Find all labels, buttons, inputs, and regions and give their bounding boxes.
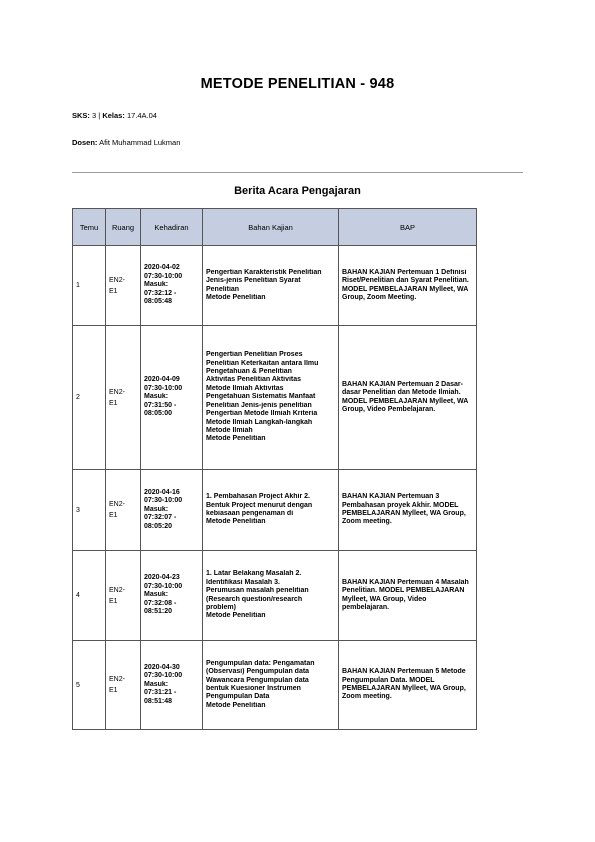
table-row — [73, 246, 477, 326]
kehadiran-line: 08:05:48 — [144, 298, 173, 306]
bahan-kajian-line: (Research question/research — [206, 595, 303, 603]
bahan-kajian-line: 1. Pembahasan Project Akhir 2. — [206, 493, 311, 501]
kehadiran-line: 2020-04-16 — [144, 488, 180, 496]
kehadiran-line: 07:32:08 - — [144, 599, 177, 607]
bahan-kajian-line: Metode Penelitian — [206, 518, 266, 526]
bahan-kajian-line: bentuk Kuesioner Instrumen — [206, 685, 301, 692]
ruang-line: E1 — [109, 687, 118, 694]
ruang-cell — [106, 551, 141, 641]
kehadiran-line: 07:32:12 - — [144, 289, 177, 297]
bap-text: BAHAN KAJIAN Pertemuan 4 Masalah Penelitian. MODEL PEMBELAJARAN Mylleet, WA Group, Video pembelajaran. — [342, 578, 469, 611]
column-header-temu: Temu — [73, 209, 106, 246]
bahan-kajian-line: problem) — [206, 603, 236, 611]
bahan-kajian-line: Pengumpulan Data — [206, 693, 270, 701]
bahan-kajian-line: Metode Ilmiah Aktivitas — [206, 384, 284, 392]
temu-text: 5 — [76, 681, 80, 689]
bahan-kajian-line: Metode Penelitian — [206, 435, 266, 443]
temu-text: 2 — [76, 394, 80, 401]
bahan-kajian-line: Pengetahuan Sistematis Manfaat — [206, 393, 316, 401]
bahan-kajian-cell — [203, 551, 339, 641]
kehadiran-cell — [141, 470, 203, 551]
sks-value: 3 — [92, 111, 97, 120]
kehadiran-line: 07:31:50 - — [144, 401, 177, 409]
table-row — [73, 326, 477, 470]
bahan-kajian-line: Metode Penelitian — [206, 612, 266, 620]
page-title: METODE PENELITIAN - 948 — [200, 76, 395, 92]
course-info — [72, 111, 157, 120]
bap-text: BAHAN KAJIAN Pertemuan 1 Definisi Riset/Penelitian dan Syarat Penelitian. MODEL PEMBELAJARAN Mylleet, WA Group, Zoom Meeting. — [342, 268, 469, 301]
temu-text: 3 — [76, 506, 80, 514]
ruang-line: EN2- — [109, 676, 125, 683]
section-title: Berita Acara Pengajaran — [234, 185, 361, 197]
bap-cell — [339, 246, 477, 326]
bap-table — [72, 208, 477, 730]
bahan-kajian-line: Pengumpulan data: Pengamatan — [206, 659, 315, 667]
bap-text: BAHAN KAJIAN Pertemuan 2 Dasar-dasar Penelitian dan Metode Ilmiah. MODEL PEMBELAJARAN Mylleet, WA Group, Video Pembelajaran. — [342, 380, 469, 413]
bahan-kajian-line: Aktivitas Penelitian Aktivitas — [206, 376, 302, 384]
kehadiran-line: 2020-04-09 — [144, 376, 180, 384]
temu-text: 1 — [76, 282, 80, 289]
kehadiran-line: 07:30-10:00 — [144, 272, 183, 280]
bahan-kajian-line: Metode Penelitian — [206, 293, 266, 301]
table-row — [73, 551, 477, 641]
kehadiran-cell — [141, 551, 203, 641]
table-header-row — [73, 209, 477, 246]
kehadiran-line: 08:05:20 — [144, 522, 173, 530]
bahan-kajian-line: Perumusan masalah penelitian — [206, 587, 309, 595]
kehadiran-cell — [141, 641, 203, 730]
bap-cell — [339, 326, 477, 470]
bahan-kajian-cell — [203, 641, 339, 730]
ruang-line: EN2- — [109, 501, 125, 508]
bahan-kajian-line: Pengertian Metode Ilmiah Kriteria — [206, 410, 318, 418]
bahan-kajian-line: Penelitian Jenis-jenis penelitian — [206, 401, 312, 409]
bahan-kajian-line: Wawancara Pengumpulan data — [206, 676, 309, 684]
bahan-kajian-line: Penelitian — [206, 285, 240, 293]
ruang-line: EN2- — [109, 276, 125, 284]
bahan-kajian-line: Pengertian Penelitian Proses — [206, 351, 303, 359]
kehadiran-line: Masuk: — [144, 505, 169, 513]
temu-text: 4 — [76, 592, 80, 599]
kehadiran-line: 2020-04-02 — [144, 264, 180, 272]
bahan-kajian-line: Bentuk Project menurut dengan — [206, 501, 313, 509]
bap-cell — [339, 470, 477, 551]
column-header-bap: BAP — [339, 209, 477, 246]
temu-cell — [73, 641, 106, 730]
bap-text: BAHAN KAJIAN Pertemuan 3 Pembahasan proyek Akhir. MODEL PEMBELAJARAN Mylleet, WA Group, Zoom meeting. — [342, 493, 466, 526]
bahan-kajian-line: Penelitian Keterkaitan antara Ilmu — [206, 359, 319, 367]
kehadiran-line: 07:30-10:00 — [144, 384, 183, 392]
kehadiran-line: 07:32:07 - — [144, 514, 177, 522]
column-header-ruang: Ruang — [106, 209, 141, 246]
bahan-kajian-line: 1. Latar Belakang Masalah 2. — [206, 570, 302, 578]
kehadiran-line: Masuk: — [144, 591, 169, 599]
temu-cell — [73, 246, 106, 326]
bahan-kajian-cell — [203, 246, 339, 326]
bahan-kajian-line: Jenis-jenis Penelitian Syarat — [206, 277, 301, 285]
kehadiran-line: 07:31:21 - — [144, 689, 177, 697]
dosen-value: Afit Muhammad Lukman — [99, 138, 181, 147]
ruang-line: E1 — [109, 399, 118, 407]
kehadiran-line: 2020-04-30 — [144, 663, 180, 671]
column-header-kehadiran: Kehadiran — [141, 209, 203, 246]
column-header-bahan-kajian: Bahan Kajian — [203, 209, 339, 246]
bap-cell — [339, 641, 477, 730]
kehadiran-line: 08:05:00 — [144, 410, 173, 418]
bahan-kajian-line: Pengetahuan & Penelitian — [206, 368, 292, 376]
bahan-kajian-line: (Observasi) Pengumpulan data — [206, 668, 310, 676]
table-body — [73, 246, 477, 730]
ruang-cell — [106, 641, 141, 730]
temu-cell — [73, 326, 106, 470]
bahan-kajian-cell — [203, 326, 339, 470]
bahan-kajian-line: Metode Ilmiah Langkah-langkah — [206, 418, 313, 426]
kehadiran-line: 07:30-10:00 — [144, 672, 183, 680]
bahan-kajian-line: Metode Penelitian — [206, 701, 266, 709]
kehadiran-cell — [141, 326, 203, 470]
ruang-cell — [106, 246, 141, 326]
temu-cell — [73, 470, 106, 551]
kehadiran-line: 08:51:20 — [144, 608, 173, 616]
ruang-cell — [106, 470, 141, 551]
kehadiran-line: 07:30-10:00 — [144, 497, 183, 505]
kehadiran-line: Masuk: — [144, 393, 169, 401]
kehadiran-line: 08:51:48 — [144, 697, 173, 705]
ruang-line: E1 — [109, 512, 118, 519]
ruang-line: EN2- — [109, 388, 125, 396]
dosen-label: Dosen: — [72, 138, 98, 147]
kehadiran-line: 07:30-10:00 — [144, 582, 183, 590]
temu-cell — [73, 551, 106, 641]
ruang-cell — [106, 326, 141, 470]
kehadiran-cell — [141, 246, 203, 326]
separator: | — [98, 111, 101, 120]
bahan-kajian-cell — [203, 470, 339, 551]
bap-cell — [339, 551, 477, 641]
kelas-label: Kelas: — [102, 111, 125, 120]
ruang-line: EN2- — [109, 586, 125, 594]
kehadiran-line: 2020-04-23 — [144, 574, 180, 582]
bahan-kajian-line: kebiasaan pengenaman di — [206, 510, 294, 517]
bahan-kajian-line: Metode Ilmiah — [206, 426, 253, 434]
table-row — [73, 641, 477, 730]
ruang-line: E1 — [109, 597, 118, 605]
table-row — [73, 470, 477, 551]
kehadiran-line: Masuk: — [144, 281, 169, 289]
lecturer-info — [72, 138, 180, 147]
sks-label: SKS: — [72, 111, 90, 120]
divider — [72, 172, 523, 173]
kelas-value: 17.4A.04 — [126, 111, 157, 120]
bap-text: BAHAN KAJIAN Pertemuan 5 Metode Pengumpulan Data. MODEL PEMBELAJARAN Mylleet, WA Group, Zoom meeting. — [342, 668, 466, 701]
kehadiran-line: Masuk: — [144, 680, 169, 688]
bahan-kajian-line: Identifikasi Masalah 3. — [206, 578, 280, 586]
bahan-kajian-line: Pengertian Karakteristik Penelitian — [206, 268, 322, 276]
ruang-line: E1 — [109, 287, 118, 295]
